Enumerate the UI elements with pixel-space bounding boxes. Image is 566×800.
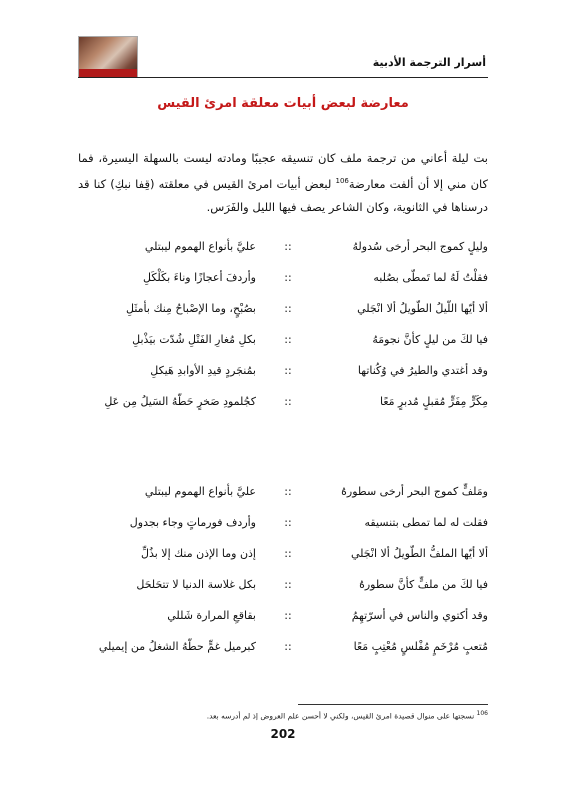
poem-verse [78,240,488,260]
verse-second-hemistich: كبرميل غمٍّ حطّهُ الشغلُ من إيميلي [98,640,256,653]
verse-second-hemistich: بمُنجَردٍ قيدِ الأوابدِ هَيكلِ [150,364,256,377]
verse-first-hemistich: ألا أيّها الملفُّ الطّويلُ ألا انْجَلي [350,547,488,560]
footnote-divider [298,704,488,705]
poem-verse [78,333,488,353]
verse-second-hemistich: وأردفَ أعجازًا وناءَ بكَلْكَلِ [143,271,256,284]
paragraph-text-end: لبعض أبيات امرئ القيس في معلقته (قِفا نبكِ) كنا قد درسناها في الثانوية، وكان الشاعر يصف فيها الليل والفَرَس. [78,176,488,214]
footnote-reference: 106 [335,177,349,185]
verse-separator: :: [284,547,292,560]
verse-second-hemistich: كجُلمودِ صَخرٍ حَطّهُ السَيلُ مِن عَلِ [104,395,256,408]
verse-second-hemistich: بصُبْحٍ، وما الإصْباحُ مِنك بأمثَلِ [126,302,256,315]
verse-separator: :: [284,640,292,653]
verse-separator: :: [284,516,292,529]
verse-second-hemistich: عليَّ بأنواع الهموم ليبتلي [144,485,256,498]
verse-separator: :: [284,333,292,346]
header-divider [78,77,488,78]
footnote-text: نسجتها على منوال قصيدة امرئ القيس، ولكني لا أحسن علم العروض إذ لم أدرسه بعد. [206,711,477,721]
poem-verse [78,485,488,505]
poem-verse [78,271,488,291]
poem-verse [78,302,488,322]
verse-first-hemistich: ومَلفٍّ كموج البحر أرخى سطورهُ [341,485,488,498]
verse-first-hemistich: فيا لكَ من ليلٍ كأنَّ نجومَهُ [372,333,488,346]
verse-separator: :: [284,271,292,284]
verse-first-hemistich: مِكَرٍّ مِفَرٍّ مُقبلٍ مُدبرٍ مَعًا [379,395,488,408]
intro-paragraph [78,147,488,219]
verse-separator: :: [284,240,292,253]
verse-second-hemistich: بكلِ مُغارِ الفَتْلِ شُدّت بيَذْبلِ [132,333,256,346]
page-number: 202 [270,727,296,741]
verse-second-hemistich: إذن وما الإذن منك إلا بذُلِّ [140,547,256,560]
verse-first-hemistich: وقد أغتدي والطيرُ في وُكُناتها [357,364,488,377]
verse-first-hemistich: فقلت له لما تمطى بتنسيقه [364,516,488,529]
verse-second-hemistich: عليَّ بأنواع الهموم ليبتلي [144,240,256,253]
verse-second-hemistich: وأردف فورماتٍ وجاء بجدول [129,516,256,529]
running-header-title: أسرار الترجمة الأدبية [372,56,486,69]
verse-first-hemistich: فيا لكَ من ملفٍّ كأنَّ سطورهُ [359,578,488,591]
verse-second-hemistich: بقاقعِ المرارة شَللي [167,609,256,622]
poem-verse [78,395,488,415]
verse-first-hemistich: ألا أيّها اللّيلُ الطّويلُ ألا انْجَلي [357,302,488,315]
verse-first-hemistich: مُتعبٍ مُرْخَمٍ مُفْلسٍ مُعْتِبٍ مَعًا [353,640,488,653]
poem-verse [78,364,488,384]
verse-first-hemistich: وليلٍ كموج البحر أرخى سُدولهُ [352,240,488,253]
poem-verse [78,578,488,598]
verse-second-hemistich: بكل غلاسة الدنيا لا تتحَلحَل [136,578,256,591]
poem-verse [78,547,488,567]
section-title: معارضة لبعض أبيات معلقة امرئ القيس [157,96,409,111]
poem-verse [78,516,488,536]
verse-separator: :: [284,302,292,315]
header-thumbnail-image [78,36,138,78]
verse-separator: :: [284,609,292,622]
verse-separator: :: [284,578,292,591]
verse-separator: :: [284,364,292,377]
footnote-number: 106 [476,710,488,717]
poem-verse [78,640,488,660]
poem-verse [78,609,488,629]
verse-separator: :: [284,485,292,498]
verse-first-hemistich: فقلْتُ لَهُ لما تَمطّى بصُلبه [373,271,488,284]
verse-separator: :: [284,395,292,408]
footnote [78,710,488,721]
paragraph-text-start: بت ليلة أعاني من ترجمة ملف كان تنسيقه عجيبًا ومادته ليست بالسهلة اليسيرة، فما كان مني إلا أن ألفت معارضة [78,151,488,191]
thumbnail-red-strip [79,69,137,77]
verse-first-hemistich: وقد أكتوي والناس في أسرّتهِمُ [351,609,488,622]
